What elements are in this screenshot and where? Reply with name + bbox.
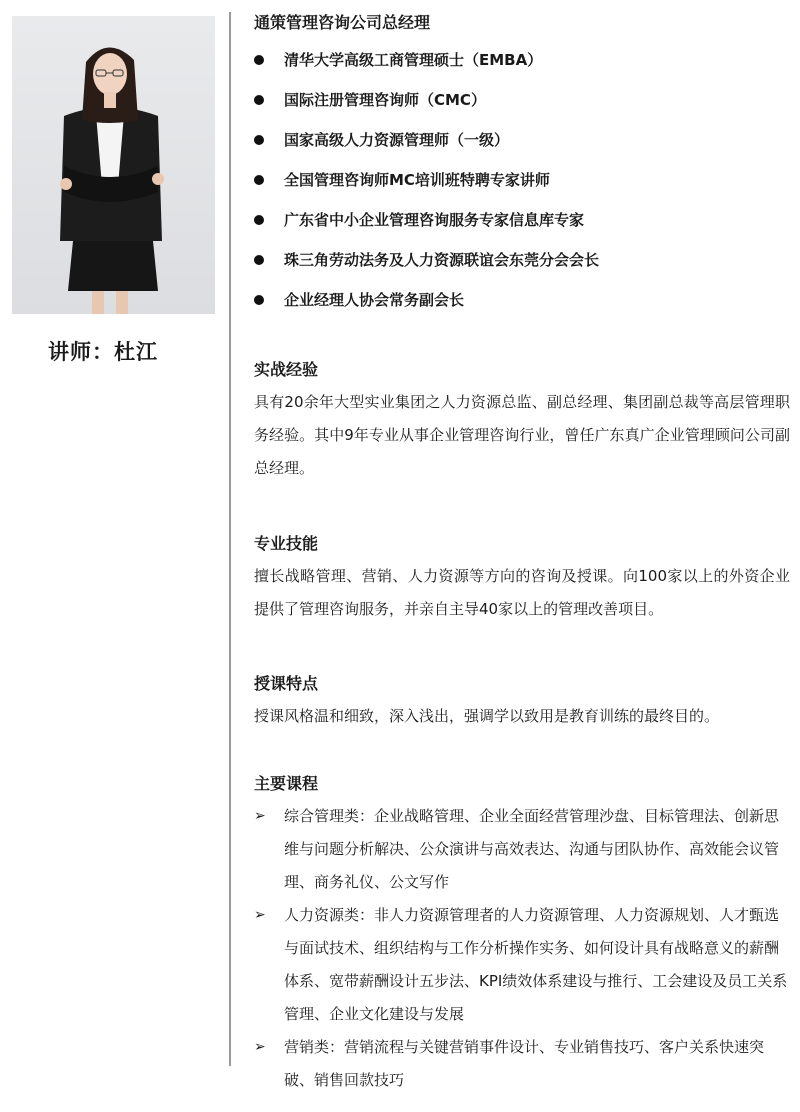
list-item: ➢ 人力资源类：非人力资源管理者的人力资源管理、人力资源规划、人才甄选与面试技术、组织结构与工作分析操作实务、如何设计具有战略意义的薪酬体系、宽带薪酬设计五步法、KPI绩效体系建设与推行、工会建设及员工关系管理、企业文化建设与发展: [254, 899, 790, 1031]
course-list: [254, 800, 790, 1097]
section-body: 擅长战略管理、营销、人力资源等方向的咨询及授课。向100家以上的外资企业提供了管理咨询服务，并亲自主导40家以上的管理改善项目。: [254, 567, 790, 618]
section-body: 授课风格温和细致，深入浅出，强调学以致用是教育训练的最终目的。: [254, 707, 720, 725]
bullet-dot-icon: [254, 55, 264, 65]
bullet-dot-icon: [254, 175, 264, 185]
courses-section: [254, 770, 790, 1097]
list-item: ➢ 营销类：营销流程与关键营销事件设计、专业销售技巧、客户关系快速突破、销售回款技巧: [254, 1031, 790, 1097]
portrait-illustration: [12, 16, 215, 314]
bullet-dot-icon: [254, 295, 264, 305]
teaching-section: [254, 670, 790, 733]
bullet-dot-icon: [254, 135, 264, 145]
list-item: ➢ 综合管理类：企业战略管理、企业全面经营管理沙盘、目标管理法、创新思维与问题分析解决、公众演讲与高效表达、沟通与团队协作、高效能会议管理、商务礼仪、公文写作: [254, 800, 790, 899]
list-item: 全国管理咨询师MC培训班特聘专家讲师: [254, 168, 790, 208]
bullet-dot-icon: [254, 215, 264, 225]
job-title: 通策管理咨询公司总经理: [254, 13, 431, 32]
skills-section: [254, 530, 790, 626]
bullet-dot-icon: [254, 255, 264, 265]
section-title: 实战经验: [254, 360, 319, 379]
experience-section: [254, 356, 790, 485]
section-body: 具有20余年大型实业集团之人力资源总监、副总经理、集团副总裁等高层管理职务经验。其中9年专业从事企业管理咨询行业，曾任广东真广企业管理顾问公司副总经理。: [254, 393, 790, 477]
section-title: 专业技能: [254, 534, 319, 553]
arrow-bullet-icon: ➢: [254, 808, 266, 824]
lecturer-name: 讲师：杜江: [48, 340, 158, 364]
list-item: 国际注册管理咨询师（CMC）: [254, 88, 790, 128]
arrow-bullet-icon: ➢: [254, 907, 266, 923]
column-divider: [229, 12, 231, 1066]
section-title: 授课特点: [254, 674, 319, 693]
lecturer-photo: [12, 16, 215, 314]
bullet-dot-icon: [254, 95, 264, 105]
list-item: 企业经理人协会常务副会长: [254, 288, 790, 328]
qualification-list: [254, 48, 790, 328]
arrow-bullet-icon: ➢: [254, 1039, 266, 1055]
list-item: 清华大学高级工商管理硕士（EMBA）: [254, 48, 790, 88]
list-item: 国家高级人力资源管理师（一级）: [254, 128, 790, 168]
section-title: 主要课程: [254, 774, 319, 793]
list-item: 珠三角劳动法务及人力资源联谊会东莞分会会长: [254, 248, 790, 288]
list-item: 广东省中小企业管理咨询服务专家信息库专家: [254, 208, 790, 248]
